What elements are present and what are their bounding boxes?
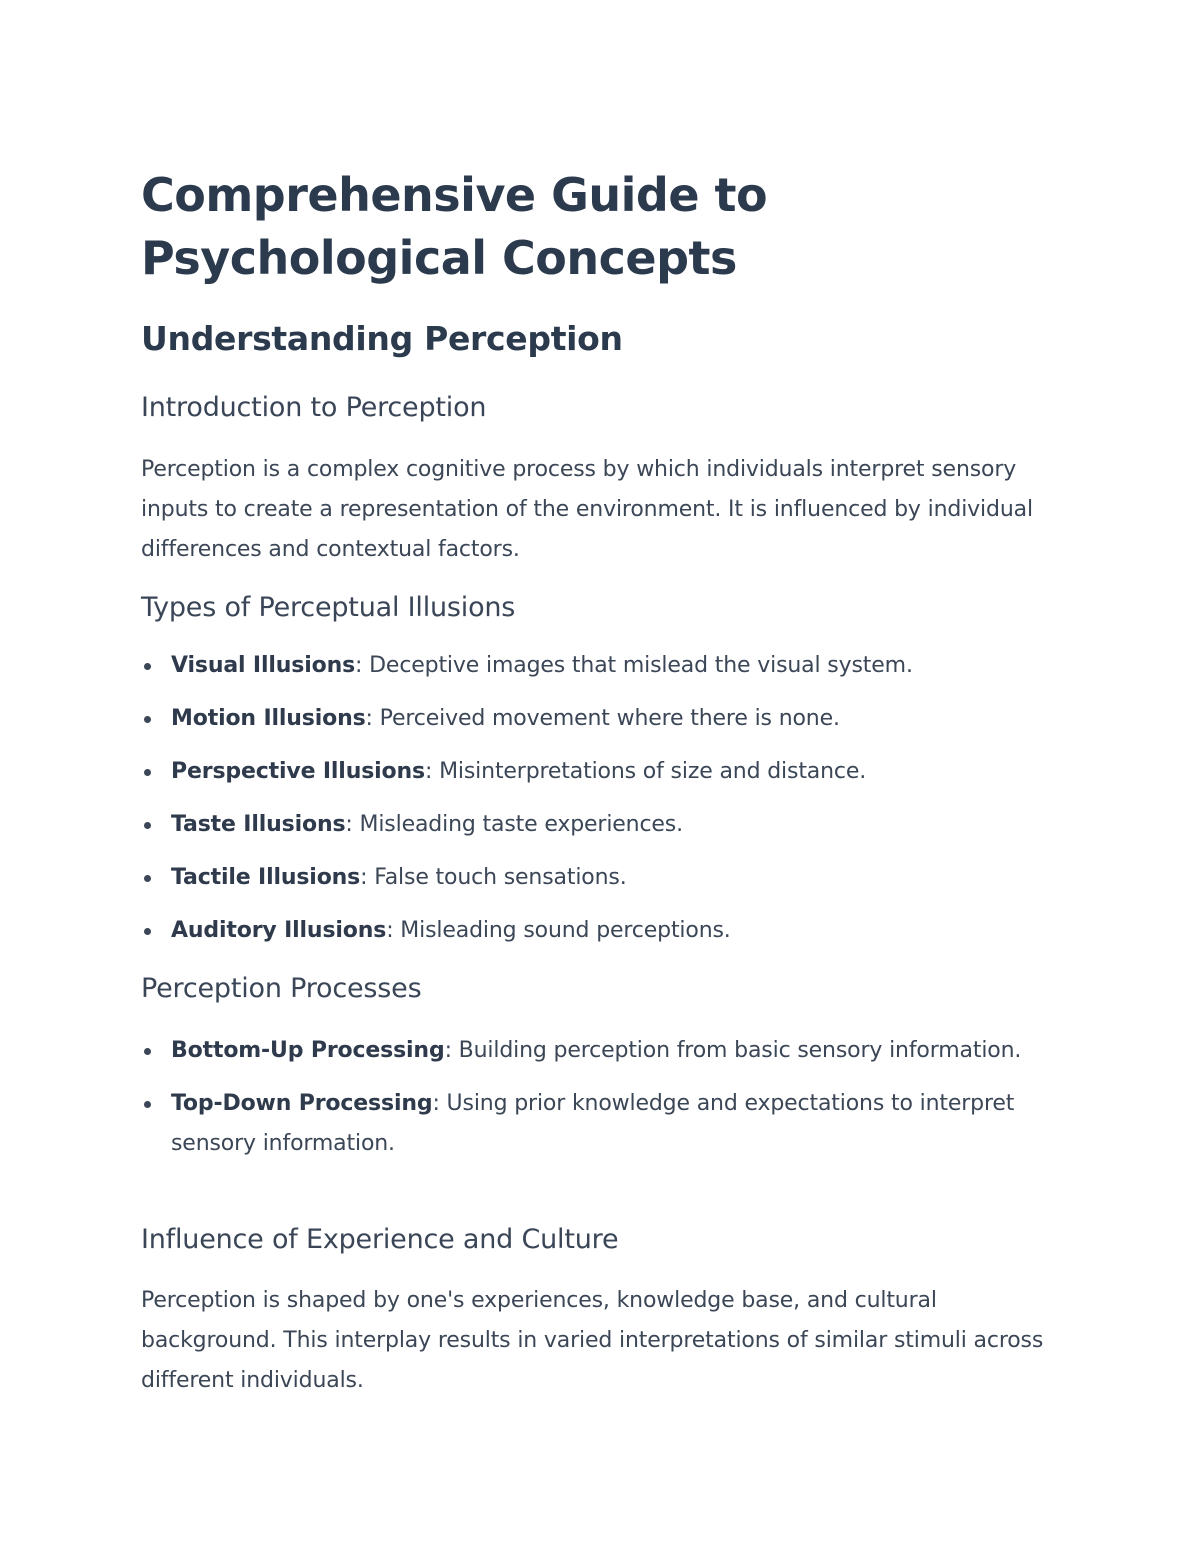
list-item-description: Building perception from basic sensory information. [451,1038,1022,1063]
list-item-description: Using prior knowledge and expectations to interpret sensory information. [171,1091,1015,1156]
list-item-term: Top-Down Processing [171,1091,433,1116]
list-item-term: Tactile Illusions [171,865,361,890]
list-item-description: Deceptive images that mislead the visual system. [362,653,913,678]
illusion-types-list [141,646,1046,951]
list-item-description: Misleading sound perceptions. [393,918,731,943]
intro-paragraph: Perception is a complex cognitive process by which individuals interpret sensory inputs to create a representation of the environment. It is influenced by individual differences and contextual factors. [141,457,1033,562]
list-item-description: Perceived movement where there is none. [372,706,840,731]
list-item-term: Taste Illusions [171,812,346,837]
subheading-illusion-types: Types of Perceptual Illusions [141,592,516,623]
subheading-perception-processes: Perception Processes [141,973,422,1004]
list-item-description: Misinterpretations of size and distance. [432,759,867,784]
perception-processes-list [141,1031,1046,1164]
list-item-description: False touch sensations. [367,865,627,890]
list-item-term: Perspective Illusions [171,759,425,784]
document-title: Comprehensive Guide to Psychological Concepts [141,168,768,285]
list-item-taste-illusions: Taste Illusions: Misleading taste experiences. [141,805,1046,845]
subheading-introduction: Introduction to Perception [141,392,487,423]
list-item-motion-illusions: Motion Illusions: Perceived movement where there is none. [141,699,1046,739]
list-item-term: Bottom-Up Processing [171,1038,445,1063]
list-item-tactile-illusions: Tactile Illusions: False touch sensations. [141,858,1046,898]
list-item-description: Misleading taste experiences. [352,812,683,837]
section-heading-understanding-perception: Understanding Perception [141,319,623,358]
list-item-term: Visual Illusions [171,653,356,678]
list-item-auditory-illusions: Auditory Illusions: Misleading sound perceptions. [141,911,1046,951]
list-item-bottom-up-processing: Bottom-Up Processing: Building perception from basic sensory information. [141,1031,1046,1071]
list-item-term: Motion Illusions [171,706,366,731]
culture-paragraph: Perception is shaped by one's experiences, knowledge base, and cultural background. This interplay results in varied interpretations of similar stimuli across different individuals. [141,1288,1044,1393]
list-item-top-down-processing: Top-Down Processing: Using prior knowledge and expectations to interpret sensory information. [141,1084,1046,1164]
list-item-perspective-illusions: Perspective Illusions: Misinterpretations of size and distance. [141,752,1046,792]
list-item-term: Auditory Illusions [171,918,387,943]
subheading-experience-culture: Influence of Experience and Culture [141,1224,619,1255]
list-item-visual-illusions: Visual Illusions: Deceptive images that mislead the visual system. [141,646,1046,686]
